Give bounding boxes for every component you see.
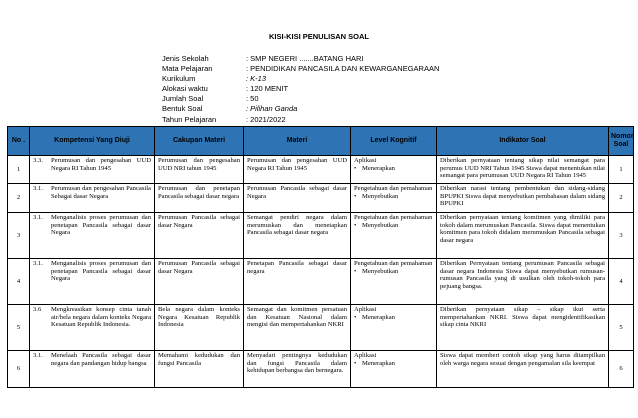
cell-materi: Semangat pendiri negara dalam merumuskan dan menetapkan Pancasila sebagai dasar negara	[244, 213, 351, 259]
cell-materi: Perumusan Pancasila sebagai dasar Negara	[244, 184, 351, 213]
meta-row	[162, 64, 439, 74]
kd-text: Perumusan dan pengesahan UUD Negara RI Tahun 1945	[51, 157, 151, 172]
meta-row	[162, 94, 439, 104]
level-verb: Menerapkan	[362, 313, 395, 321]
meta-key: Alokasi waktu	[162, 84, 208, 94]
cell-level-kognitif	[351, 213, 437, 259]
cell-indikator-soal: Diberikan pernyataan sikap – sikap ikut serta mempertahankan NKRI. Siswa dapat mengidentifikasikan sikap cinta NKRI	[437, 305, 609, 351]
level-verb: Menyebutkan	[362, 192, 399, 200]
meta-key: Jumlah Soal	[162, 94, 204, 104]
header-nomor-soal: Nomor Soal	[609, 127, 634, 156]
level-category: Aplikasi	[354, 306, 377, 313]
kd-text: Menganalisis proses perumusan dan penetapan Pancasila sebagai dasar Negara	[51, 260, 151, 283]
cell-materi: Semangat dan komitmen persatuan dan Kesatuan Nasional dalam mengisi dan mempertahankan NKRI	[244, 305, 351, 351]
header-cakupan-materi: Cakupan Materi	[155, 127, 244, 156]
table-header-row	[8, 127, 634, 156]
header-kompetensi: Kompetensi Yang Diuji	[30, 127, 155, 156]
cell-level-kognitif	[351, 156, 437, 184]
cell-nomor-soal: 4	[609, 259, 634, 305]
cell-no: 3	[8, 213, 30, 259]
cell-cakupan-materi: Perumusan Pancasila sebagai dasar Negara	[155, 259, 244, 305]
table-row	[8, 184, 634, 213]
bullet-icon: •	[354, 164, 357, 172]
level-verb: Menyebutkan	[362, 267, 399, 275]
cell-indikator-soal: Diberikan Pernyataan tentang perumusan Pancasila sebagai dasar negara Indonesia Siswa dapat menyebutkan rumusan-rumusan Pancasila yang di usulkan oleh tokoh-tokoh para pejuang bangsa.	[437, 259, 609, 305]
cell-level-kognitif	[351, 259, 437, 305]
bullet-icon: •	[354, 221, 357, 229]
cell-cakupan-materi: Perumusan dan pengesahan UUD NRI tahun 1945	[155, 156, 244, 184]
level-category: Pengetahuan dan pemahaman	[354, 260, 433, 267]
header-no: No .	[8, 127, 30, 156]
meta-value: : Pilihan Ganda	[246, 104, 298, 114]
kisi-kisi-table	[7, 126, 634, 388]
cell-cakupan-materi: Perumusan dan penetapan Pancasila sebagai dasar negara	[155, 184, 244, 213]
cell-no: 4	[8, 259, 30, 305]
cell-kompetensi	[30, 351, 155, 388]
cell-indikator-soal: Diberikan pernyataan tentang komitmen yang dimiliki para tokoh dalam merumuskan Pancasila. Siswa dapat menentukan komitmen para tokoh didalam merumuskan Pancasila sebagai dasar negara	[437, 213, 609, 259]
cell-nomor-soal: 5	[609, 305, 634, 351]
cell-level-kognitif	[351, 184, 437, 213]
kd-number: 3.1.	[33, 214, 43, 221]
meta-row	[162, 115, 439, 125]
meta-row	[162, 74, 439, 84]
meta-value: : 50	[246, 94, 259, 104]
meta-key: Bentuk Soal	[162, 104, 203, 114]
level-verb: Menerapkan	[362, 164, 395, 172]
table-row	[8, 213, 634, 259]
meta-row	[162, 104, 439, 114]
table-row	[8, 259, 634, 305]
level-category: Aplikasi	[354, 157, 377, 164]
meta-key: Kurikulum	[162, 74, 196, 84]
table-row	[8, 305, 634, 351]
level-verb: Menerapkan	[362, 359, 395, 367]
meta-row	[162, 54, 439, 64]
cell-cakupan-materi: Memahami kedudukan dan fungsi Pancasila	[155, 351, 244, 388]
cell-level-kognitif	[351, 305, 437, 351]
kd-text: Perumusan dan pengesahan Pancasila Sebagai dasar Negara	[51, 185, 151, 200]
cell-nomor-soal: 3	[609, 213, 634, 259]
kd-number: 3.6	[33, 306, 42, 313]
level-verb: Menyebutkan	[362, 221, 399, 229]
meta-value: : SMP NEGERI .......BATANG HARI	[246, 54, 364, 63]
cell-cakupan-materi: Perumusan Pancasila sebagai dasar Negara	[155, 213, 244, 259]
cell-kompetensi	[30, 184, 155, 213]
kd-number: 3.1.	[33, 185, 43, 192]
cell-nomor-soal: 2	[609, 184, 634, 213]
cell-materi: Perumusan dan pengesahan UUD Negara RI Tahun 1945	[244, 156, 351, 184]
kd-text: Mengkreasikan konsep cinta tanah air/bela negara dalam konteks Negara Kesatuan Republik Indonesia.	[51, 306, 151, 329]
kd-number: 3.1.	[33, 260, 43, 267]
meta-key: Jenis Sekolah	[162, 54, 209, 63]
cell-indikator-soal: Diberikan narasi tentang pembentukan dan sidang-sidang BPUPKI Siswa dapat menyebutkan pembahasan dalam sidang BPUPKI	[437, 184, 609, 213]
document-title: KISI-KISI PENULISAN SOAL	[268, 32, 369, 41]
cell-kompetensi	[30, 305, 155, 351]
cell-level-kognitif	[351, 351, 437, 388]
meta-key: Mata Pelajaran	[162, 64, 213, 74]
kd-text: Menganalisis proses perumusan dan penetapan Pancasila sebagai dasar Negara	[51, 214, 151, 237]
meta-value: : PENDIDIKAN PANCASILA DAN KEWARGANEGARAAN	[246, 64, 440, 74]
cell-kompetensi	[30, 259, 155, 305]
level-category: Pengetahuan dan pemahaman	[354, 214, 433, 221]
bullet-icon: •	[354, 359, 357, 367]
level-category: Aplikasi	[354, 352, 377, 359]
table-row	[8, 156, 634, 184]
kd-text: Menelaah Pancasila sebagai dasar negara dan pandangan hidup bangsa	[51, 352, 151, 367]
table-row	[8, 351, 634, 388]
level-category: Pengetahuan dan pemahaman	[354, 185, 433, 192]
cell-no: 6	[8, 351, 30, 388]
header-materi: Materi	[244, 127, 351, 156]
document-metadata	[162, 54, 439, 125]
cell-materi: Penetapan Pancasila sebagai dasar negara	[244, 259, 351, 305]
header-level-kognitif: Level Kognitif	[351, 127, 437, 156]
cell-no: 2	[8, 184, 30, 213]
cell-indikator-soal: Siswa dapat memberi contoh sikap yang harus ditampilkan oleh warga negara sesuai dengan pengamalan sila keempat	[437, 351, 609, 388]
header-indikator-soal: Indikator Soal	[437, 127, 609, 156]
bullet-icon: •	[354, 313, 357, 321]
cell-indikator-soal: Diberikan pernyataan tentang sikap nilai semangat para perumus UUD NRI Tahun 1945 Siswa dapat menentukan nilai semangat para perumusan UUD Negara RI Tahun 1945	[437, 156, 609, 184]
cell-kompetensi	[30, 213, 155, 259]
meta-row	[162, 84, 439, 94]
cell-nomor-soal: 6	[609, 351, 634, 388]
cell-no: 5	[8, 305, 30, 351]
cell-cakupan-materi: Bela negara dalam konteks Negara Kesatuan Republik Indonesia	[155, 305, 244, 351]
cell-kompetensi	[30, 156, 155, 184]
bullet-icon: •	[354, 192, 357, 200]
meta-value: : 2021/2022	[246, 114, 286, 124]
kd-number: 3.3.	[33, 157, 43, 164]
meta-value: : K-13	[246, 74, 267, 84]
kd-number: 3.1.	[33, 352, 43, 359]
meta-key: Tahun Pelajaran	[162, 114, 217, 124]
cell-no: 1	[8, 156, 30, 184]
meta-value: : 120 MENIT	[246, 84, 289, 94]
bullet-icon: •	[354, 267, 357, 275]
cell-nomor-soal: 1	[609, 156, 634, 184]
cell-materi: Menyadari pentingnya kedudukan dan fungsi Pancasila dalam kehidupan berbangsa dan bernegara.	[244, 351, 351, 388]
